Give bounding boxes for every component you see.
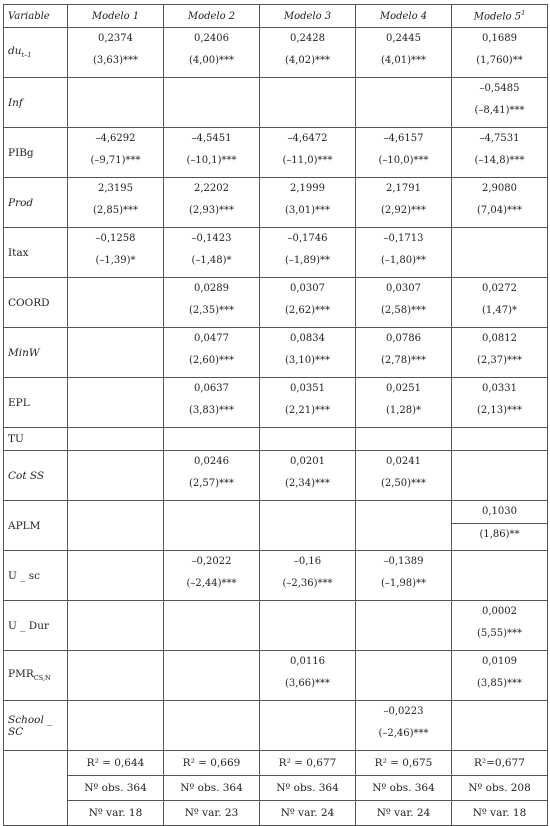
variable-label: [4, 278, 68, 328]
table-row: [4, 78, 548, 128]
coefficient-cell: [356, 651, 452, 701]
variable-label: [4, 178, 68, 228]
variable-label: [4, 328, 68, 378]
coefficient-cell: [164, 501, 260, 551]
coefficient-cell: [164, 28, 260, 78]
coefficient-value: 0,0786: [386, 333, 421, 344]
t-statistic: (5,55)***: [476, 628, 523, 639]
coefficient-cell: [452, 601, 548, 651]
variable-label: [4, 378, 68, 428]
table-row: [4, 228, 548, 278]
table-row: [4, 178, 548, 228]
coefficient-cell: [356, 551, 452, 601]
t-statistic: (3,83)***: [188, 405, 235, 416]
model-3-header: Modelo 3: [260, 5, 356, 28]
t-statistic: (–1,89)**: [284, 255, 331, 266]
stats-row: [4, 751, 548, 776]
variable-label: [4, 651, 68, 701]
variable-label: [4, 601, 68, 651]
t-statistic: (2,13)***: [476, 405, 523, 416]
t-statistic: (2,50)***: [380, 478, 427, 489]
variable-label-text: U _ sc: [8, 569, 41, 582]
coefficient-cell: [356, 601, 452, 651]
coefficient-value: –0,1389: [383, 556, 424, 567]
coefficient-cell: [260, 128, 356, 178]
coefficient-cell: [260, 551, 356, 601]
coefficient-value: 0,0351: [290, 383, 325, 394]
t-statistic: (–8,41)***: [474, 105, 525, 116]
coefficient-cell: [68, 78, 164, 128]
variable-label: [4, 78, 68, 128]
table-row: [4, 28, 548, 78]
t-statistic: (3,01)***: [284, 205, 331, 216]
t-statistic: (2,21)***: [284, 405, 331, 416]
coefficient-cell: [452, 451, 548, 501]
coefficient-cell: [356, 328, 452, 378]
t-statistic: (2,78)***: [380, 355, 427, 366]
t-statistic: (–10,1)***: [186, 155, 237, 166]
coefficient-value: 0,0331: [482, 383, 517, 394]
stat-cell: R²=0,677: [452, 751, 548, 776]
coefficient-value: –0,2022: [191, 556, 232, 567]
model-5-header: Modelo $5^1$: [452, 5, 548, 28]
variable-label-text: TU: [8, 433, 24, 445]
t-statistic: (7,04)***: [476, 205, 523, 216]
model-2-header: Modelo 2: [164, 5, 260, 28]
t-statistic: (2,92)***: [380, 205, 427, 216]
coefficient-cell: [260, 451, 356, 501]
coefficient-cell: [260, 228, 356, 278]
variable-label: [4, 501, 68, 551]
stat-cell: Nº obs. 364: [260, 776, 356, 801]
coefficient-value: –0,1713: [383, 233, 424, 244]
coefficient-cell: [452, 178, 548, 228]
coefficient-value: –0,1746: [287, 233, 328, 244]
t-statistic: (2,57)***: [188, 478, 235, 489]
variable-label-text: MinW: [8, 346, 40, 359]
table-row: [4, 651, 548, 701]
coefficient-cell: [260, 701, 356, 751]
t-statistic: (–1,98)**: [380, 578, 427, 589]
coefficient-cell: [356, 428, 452, 451]
coefficient-cell: [164, 178, 260, 228]
coefficient-value: –0,1258: [95, 233, 136, 244]
model-4-header: Modelo 4: [356, 5, 452, 28]
coefficient-value: 2,1999: [290, 183, 325, 194]
variable-label-subscript: CS,N: [33, 674, 51, 683]
coefficient-cell: [68, 601, 164, 651]
coefficient-value: 0,1030: [452, 501, 547, 524]
coefficient-cell: [260, 501, 356, 551]
t-statistic: (2,35)***: [188, 305, 235, 316]
coefficient-cell: [452, 228, 548, 278]
header-row: [4, 5, 548, 28]
coefficient-cell: [68, 278, 164, 328]
stats-row: [4, 776, 548, 801]
variable-label: [4, 28, 68, 78]
t-statistic: (3,63)***: [92, 55, 139, 66]
coefficient-value: 2,3195: [98, 183, 133, 194]
coefficient-cell: [164, 451, 260, 501]
coefficient-cell: [164, 228, 260, 278]
stat-cell: Nº obs. 208: [452, 776, 548, 801]
coefficient-cell: [260, 651, 356, 701]
coefficient-value: 0,0812: [482, 333, 517, 344]
variable-label-text: du: [8, 45, 22, 58]
table-row: [4, 451, 548, 501]
coefficient-cell: [356, 451, 452, 501]
coefficient-cell: [452, 428, 548, 451]
coefficient-cell: [452, 501, 548, 551]
variable-label-subscript: t–1: [21, 51, 32, 60]
t-statistic: (4,01)***: [380, 55, 427, 66]
t-statistic: (4,02)***: [284, 55, 331, 66]
coefficient-cell: [260, 428, 356, 451]
coefficient-cell: [68, 451, 164, 501]
coefficient-cell: [260, 278, 356, 328]
t-statistic: (–14,8)***: [474, 155, 525, 166]
coefficient-cell: [260, 601, 356, 651]
t-statistic: (2,60)***: [188, 355, 235, 366]
coefficient-cell: [452, 128, 548, 178]
t-statistic: (3,10)***: [284, 355, 331, 366]
stat-cell: Nº var. 18: [68, 801, 164, 826]
coefficient-cell: [68, 228, 164, 278]
coefficient-cell: [452, 28, 548, 78]
coefficient-cell: [68, 128, 164, 178]
t-statistic: (1,47)*: [481, 305, 518, 316]
coefficient-value: 2,1791: [386, 183, 421, 194]
variable-label-text: COORD: [8, 296, 50, 309]
table-row: [4, 278, 548, 328]
coefficient-value: 0,0116: [290, 656, 325, 667]
t-statistic: (–2,44)***: [186, 578, 237, 589]
t-statistic: (2,34)***: [284, 478, 331, 489]
coefficient-value: –4,6472: [287, 133, 328, 144]
t-statistic: (3,66)***: [284, 678, 331, 689]
coefficient-cell: [452, 551, 548, 601]
coefficient-value: 0,0834: [290, 333, 325, 344]
coefficient-value: 0,0307: [290, 283, 325, 294]
coefficient-value: 0,0109: [482, 656, 517, 667]
coefficient-value: –4,5451: [191, 133, 232, 144]
coefficient-value: 0,2428: [290, 33, 325, 44]
variable-label-text: APLM: [8, 519, 41, 532]
t-statistic: (2,62)***: [284, 305, 331, 316]
table-row: [4, 501, 548, 551]
table-row: [4, 601, 548, 651]
coefficient-cell: [452, 278, 548, 328]
stat-cell: Nº obs. 364: [164, 776, 260, 801]
coefficient-cell: [356, 178, 452, 228]
coefficient-cell: [164, 278, 260, 328]
coefficient-value: 0,0289: [194, 283, 229, 294]
variable-label-text: U _ Dur: [8, 619, 49, 632]
coefficient-cell: [164, 651, 260, 701]
t-statistic: (–2,46)***: [378, 728, 429, 739]
stat-cell: R² = 0,677: [260, 751, 356, 776]
stat-cell: R² = 0,675: [356, 751, 452, 776]
coefficient-cell: [68, 428, 164, 451]
variable-label-text: Prod: [8, 196, 34, 209]
coefficient-value: 0,0002: [482, 606, 517, 617]
coefficient-value: 0,0307: [386, 283, 421, 294]
coefficient-cell: [164, 551, 260, 601]
coefficient-value: 0,2445: [386, 33, 421, 44]
coefficient-cell: [164, 601, 260, 651]
variable-label-text: EPL: [8, 396, 30, 409]
stats-row: [4, 801, 548, 826]
coefficient-cell: [452, 701, 548, 751]
t-statistic: (–2,36)***: [282, 578, 333, 589]
coefficient-cell: [260, 378, 356, 428]
coefficient-cell: [452, 651, 548, 701]
stat-cell: Nº var. 24: [356, 801, 452, 826]
coefficient-cell: [68, 378, 164, 428]
coefficient-cell: [452, 378, 548, 428]
variable-label-text: PIBg: [8, 146, 34, 159]
coefficient-value: 2,9080: [482, 183, 517, 194]
variable-label-text: Inf: [8, 96, 23, 109]
coefficient-cell: [68, 178, 164, 228]
t-statistic: (2,58)***: [380, 305, 427, 316]
stat-cell: Nº var. 24: [260, 801, 356, 826]
model-1-header: Modelo 1: [68, 5, 164, 28]
t-statistic: (2,37)***: [476, 355, 523, 366]
coefficient-value: 0,2406: [194, 33, 229, 44]
stat-cell: R² = 0,644: [68, 751, 164, 776]
coefficient-value: 0,0637: [194, 383, 229, 394]
coefficient-cell: [452, 78, 548, 128]
variable-label: [4, 701, 68, 751]
coefficient-cell: [164, 428, 260, 451]
t-statistic: (3,85)***: [476, 678, 523, 689]
coefficient-cell: [68, 501, 164, 551]
coefficient-value: 0,0201: [290, 456, 325, 467]
coefficient-cell: [452, 328, 548, 378]
variable-label-text: Itax: [8, 246, 29, 259]
stat-cell: Nº var. 18: [452, 801, 548, 826]
coefficient-cell: [260, 78, 356, 128]
table-row: [4, 551, 548, 601]
stat-cell: R² = 0,669: [164, 751, 260, 776]
coefficient-value: 0,2374: [98, 33, 133, 44]
stat-cell: Nº obs. 364: [356, 776, 452, 801]
stat-cell: Nº var. 23: [164, 801, 260, 826]
variable-label: [4, 228, 68, 278]
coefficient-value: –4,6292: [95, 133, 136, 144]
coefficient-value: –4,6157: [383, 133, 424, 144]
coefficient-cell: [356, 28, 452, 78]
coefficient-cell: [356, 78, 452, 128]
coefficient-value: –4,7531: [479, 133, 520, 144]
table-row: [4, 378, 548, 428]
t-statistic: (1,760)**: [476, 55, 523, 66]
coefficient-value: 0,0241: [386, 456, 421, 467]
coefficient-value: 0,0251: [386, 383, 421, 394]
stat-cell: Nº obs. 364: [68, 776, 164, 801]
coefficient-value: 0,0272: [482, 283, 517, 294]
table-row: [4, 328, 548, 378]
coefficient-cell: [68, 328, 164, 378]
coefficient-cell: [260, 178, 356, 228]
t-statistic: (1,28)*: [385, 405, 422, 416]
coefficient-value: 2,2202: [194, 183, 229, 194]
t-statistic: (–1,48)*: [191, 255, 232, 266]
coefficient-cell: [356, 228, 452, 278]
table-row: [4, 701, 548, 751]
table-row: [4, 128, 548, 178]
variable-label: [4, 128, 68, 178]
table-row: [4, 428, 548, 451]
coefficient-cell: [164, 328, 260, 378]
coefficient-cell: [164, 78, 260, 128]
coefficient-value: 0,0246: [194, 456, 229, 467]
coefficient-value: –0,0223: [383, 706, 424, 717]
variable-label: [4, 428, 68, 451]
stats-label-empty: [4, 751, 68, 826]
model-5-footnote-mark: 1: [521, 9, 526, 18]
t-statistic: (–1,80)**: [380, 255, 427, 266]
variable-label-text: Cot SS: [8, 469, 45, 482]
variable-header: Variable: [4, 5, 68, 28]
coefficient-cell: [356, 128, 452, 178]
t-statistic: (4,00)***: [188, 55, 235, 66]
variable-label-text: School _ SC: [8, 713, 53, 738]
t-statistic: (2,93)***: [188, 205, 235, 216]
coefficient-cell: [356, 501, 452, 551]
regression-table: [3, 4, 548, 826]
t-statistic: (–11,0)***: [282, 155, 333, 166]
variable-label-text: PMR: [8, 668, 34, 681]
t-statistic: (–9,71)***: [90, 155, 141, 166]
coefficient-value: 0,1689: [482, 33, 517, 44]
t-statistic: (–10,0)***: [378, 155, 429, 166]
coefficient-cell: [164, 378, 260, 428]
coefficient-value: 0,0477: [194, 333, 229, 344]
coefficient-cell: [260, 328, 356, 378]
coefficient-cell: [68, 28, 164, 78]
variable-label: [4, 451, 68, 501]
variable-label: [4, 551, 68, 601]
coefficient-cell: [164, 701, 260, 751]
coefficient-value: –0,16: [293, 556, 322, 567]
coefficient-cell: [356, 701, 452, 751]
t-statistic: (1,86)**: [479, 529, 520, 540]
coefficient-cell: [68, 651, 164, 701]
coefficient-value: –0,5485: [479, 83, 520, 94]
coefficient-cell: [356, 278, 452, 328]
coefficient-value: –0,1423: [191, 233, 232, 244]
coefficient-cell: [356, 378, 452, 428]
coefficient-cell: [68, 551, 164, 601]
t-statistic: (–1,39)*: [95, 255, 136, 266]
coefficient-cell: [164, 128, 260, 178]
t-statistic: (2,85)***: [92, 205, 139, 216]
coefficient-cell: [68, 701, 164, 751]
coefficient-cell: [260, 28, 356, 78]
